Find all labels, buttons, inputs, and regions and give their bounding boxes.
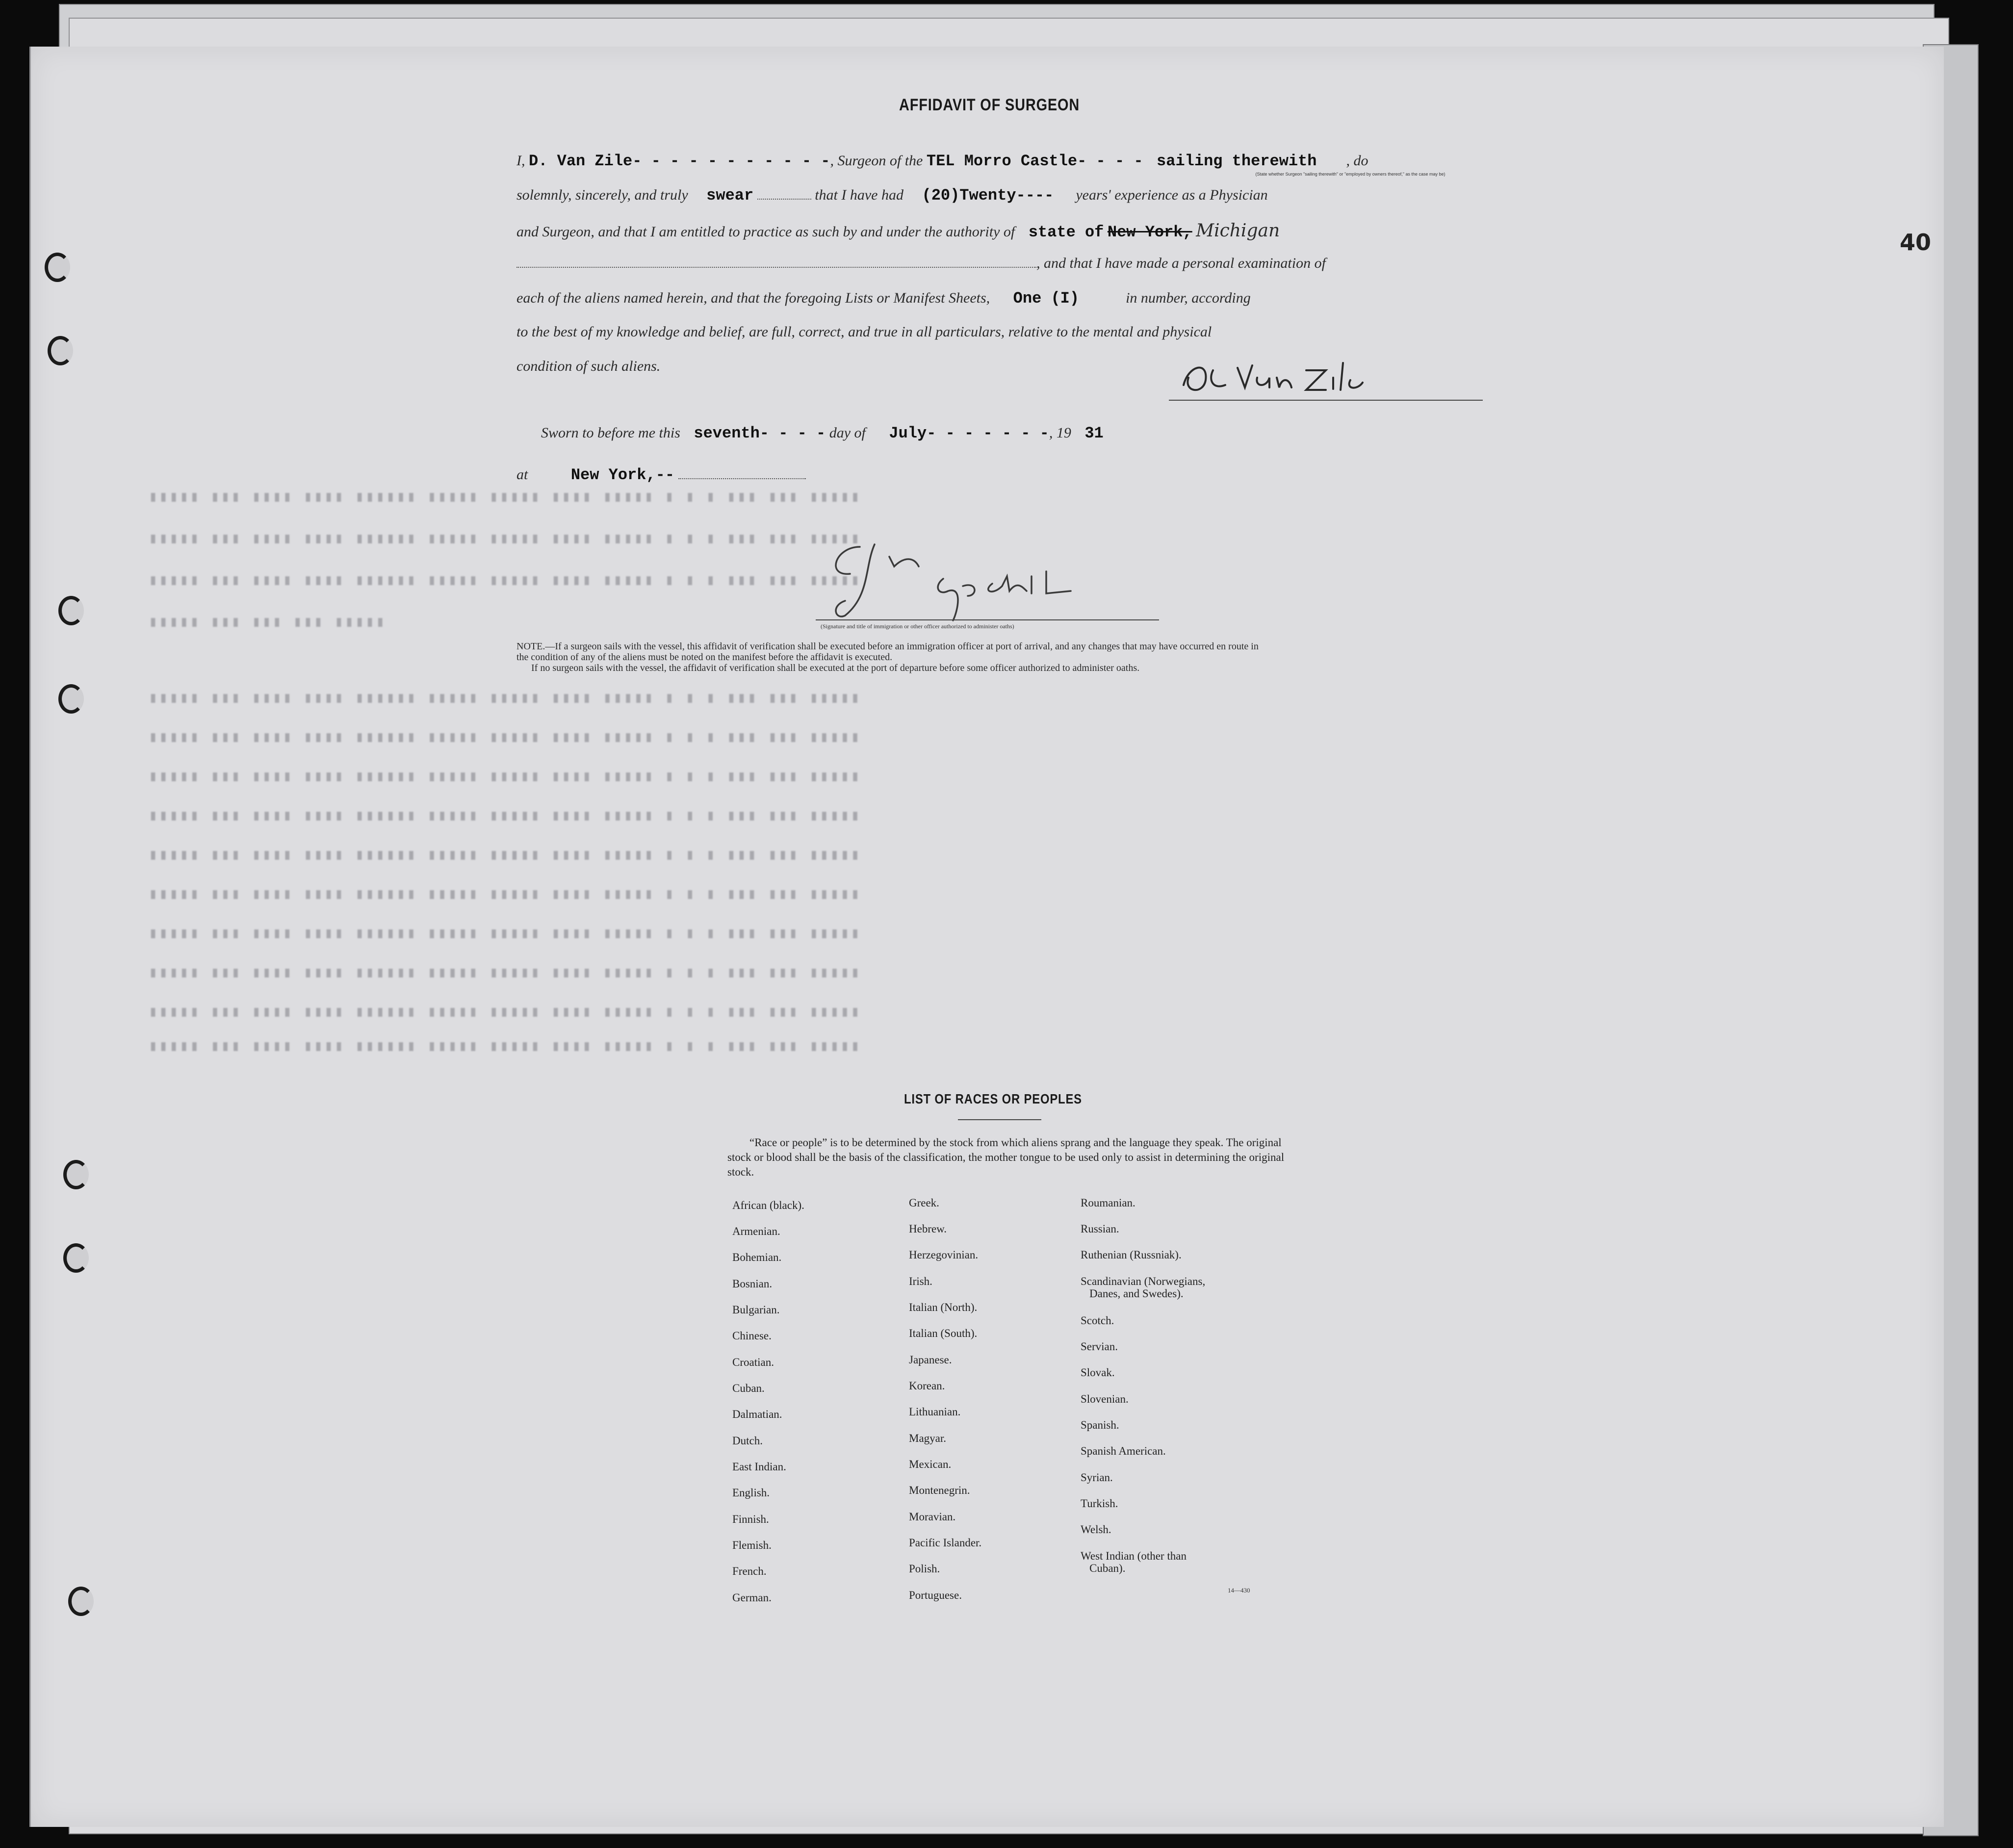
authority-state-field: state of [1028,223,1104,241]
list-item: Ruthenian (Russniak). [1081,1249,1182,1261]
sailing-status-field: sailing therewith [1157,152,1317,170]
list-item: Montenegrin. [909,1484,970,1496]
list-item: Bohemian. [732,1251,782,1263]
authority-handwritten: Michigan [1196,221,1280,241]
manifest-page: ▮▮▮▮▮ ▮▮▮ ▮▮▮▮ ▮▮▮▮ ▮▮▮▮▮▮ ▮▮▮▮▮ ▮▮▮▮▮ ▮▮▮▮ ▮▮▮▮▮ ▮ ▮ ▮ ▮▮▮ ▮▮▮ ▮▮▮▮▮ ▮▮▮▮▮ ▮▮▮ ▮▮▮▮ ▮▮▮▮ ▮▮▮▮▮▮ ▮▮▮▮▮ ▮▮▮▮▮ ▮▮▮▮ ▮▮▮▮▮ ▮ ▮ ▮ ▮▮▮ ▮▮▮ ▮▮▮▮▮ ▮▮▮▮▮ ▮▮▮ ▮▮▮▮ ▮▮▮▮ ▮▮▮▮▮▮ ▮▮▮▮▮ ▮▮▮▮▮ ▮▮▮▮ ▮▮▮▮▮ ▮ ▮ ▮ ▮▮▮ ▮▮▮ ▮▮▮▮▮ ▮▮▮▮▮ ▮▮▮ ▮▮▮ ▮▮▮ ▮▮▮▮▮ ▮▮▮▮▮ ▮▮▮ ▮▮▮▮ ▮▮▮▮ ▮▮▮▮▮▮ ▮▮▮▮▮ ▮▮▮▮▮ ▮▮▮▮ ▮▮▮▮▮ ▮ ▮ ▮ ▮▮▮ ▮▮▮ ▮▮▮▮▮ ▮▮▮▮▮ ▮▮▮ ▮▮▮▮ ▮▮▮▮ ▮▮▮▮▮▮ ▮▮▮▮▮ ▮▮▮▮▮ ▮▮▮▮ ▮▮▮▮▮ ▮ ▮ ▮ ▮▮▮ ▮▮▮ ▮▮▮▮▮ ▮▮▮▮▮ ▮▮▮ ▮▮▮▮ ▮▮▮▮ ▮▮▮▮▮▮ ▮▮▮▮▮ ▮▮▮▮▮ ▮▮▮▮ ▮▮▮▮▮ ▮ ▮ ▮ ▮▮▮ ▮▮▮ ▮▮▮▮▮ ▮▮▮▮▮ ▮▮▮ ▮▮▮▮ ▮▮▮▮ ▮▮▮▮▮▮ ▮▮▮▮▮ ▮▮▮▮▮ ▮▮▮▮ ▮▮▮▮▮ ▮ ▮ ▮ ▮▮▮ ▮▮▮ ▮▮▮▮▮ ▮▮▮▮▮ ▮▮▮ ▮▮▮▮ ▮▮▮▮ ▮▮▮▮▮▮ ▮▮▮▮▮ ▮▮▮▮▮ ▮▮▮▮ ▮▮▮▮▮ ▮ ▮ ▮ ▮▮▮ ▮▮▮ ▮▮▮▮▮ ▮▮▮▮▮ ▮▮▮ ▮▮▮▮ ▮▮▮▮ ▮▮▮▮▮▮ ▮▮▮▮▮ ▮▮▮▮▮ ▮▮▮▮ ▮▮▮▮▮ ▮ ▮ ▮ ▮▮▮ ▮▮▮ ▮▮▮▮▮ ▮▮▮▮▮ ▮▮▮ ▮▮▮▮ ▮▮▮▮ ▮▮▮▮▮▮ ▮▮▮▮▮ ▮▮▮▮▮ ▮▮▮▮ ▮▮▮▮▮ ▮ ▮ ▮ ▮▮▮ ▮▮▮ ▮▮▮▮▮ ▮▮▮▮▮ ▮▮▮ ▮▮▮▮ ▮▮▮▮ ▮▮▮▮▮▮ ▮▮▮▮▮ ▮▮▮▮▮ ▮▮▮▮ ▮▮▮▮▮ ▮ ▮ ▮ ▮▮▮ ▮▮▮ ▮▮▮▮▮ ▮▮▮▮▮ ▮▮▮ ▮▮▮▮ ▮▮▮▮ ▮▮▮▮▮▮ ▮▮▮▮▮ ▮▮▮▮▮ ▮▮▮▮ ▮▮▮▮▮ ▮ ▮ ▮ ▮▮▮ ▮▮▮ ▮▮▮▮▮ ▮▮▮▮▮ ▮▮▮ ▮▮▮▮ ▮▮▮▮ ▮▮▮▮▮▮ ▮▮▮▮▮ ▮▮▮▮▮ ▮▮▮▮ ▮▮▮▮▮ ▮ ▮ ▮ ▮▮▮ ▮▮▮ ▮▮▮▮▮ 40 AFFIDAVIT OF SURGEON I, D. Van Zile- - - - - - - - - - -, Surgeon of the TEL Morro Castle- - - - sailing therewith , do (State whether Surgeon "sailing therewith" or "employed by owners thereof," as the case may be) solemnly, sincerely, and truly swear that I have had (20)Twenty---- years' experience as a Physician and Surgeon, and that I am entitled to practice as such by and under the authority of state of New York, Michigan , and that I have made a personal examination of each of the aliens named herein, and that the foregoing Lists or Manifest Sheets, One (I) in number, according to the best of my knowledge and belief, are full, correct, and true in all particulars, relative to the mental and physical condition of such aliens. Sworn to before me this seventh- - - - day of July- - - - - - -, 19 31 at New York,-- (Signature and title of immigration or other officer authorized to administer oaths) NOTE.—If a surgeon sails with the vessel, this affidavit of verification shall be executed before an immigration officer at port of arrival, and any changes that may have occurred en route in the condition of any of the aliens must be noted on the manifest before the affidavit is executed. If no surgeon sails with the vessel, the affidavit of verification shall be executed at the port of departure before some officer authorized to administer oaths. LIST OF RACES OR PEOPLES “Race or people” is to be determined by the stock from which aliens sprang and the language they speak. The original stock or blood shall be the basis of the classification, the mother tongue to be used only to assist in determining the original stock. African (black). Armenian. Bohemian. Bosnian. Bulgarian. Chinese. Croatian. Cuban. Dalmatian. Dutch. East Indian. English. Finnish. Flemish. French. German. Greek. Hebrew. Herzegovinian. Irish. Italian (North). Italian (South). Japanese. Korean. Lithuanian. Magyar. Mexican. Montenegrin. Moravian. Pacific Islander. Polish. Portuguese. Roumanian. Russian. Ruthenian (Russniak). Scandinavian (Norwegians, Danes, and Swedes). Scotch. Servian. Slovak. Slovenian. Spanish. Spanish American. Syrian. Turkish. Welsh. West Indian (other than Cuban). 14—430 [29,47,1944,1827]
list-item: Slovak. [1081,1366,1115,1379]
line5-lead: each of the aliens named herein, and that the foregoing Lists or Manifest Sheets, [516,290,990,306]
affidavit-title: AFFIDAVIT OF SURGEON [899,96,1080,114]
officer-signature [816,537,1169,625]
years-experience-field: (20)Twenty---- [922,186,1054,205]
list-item: Pacific Islander. [909,1537,982,1549]
sworn-place-field: New York,-- [570,466,675,484]
list-item: Russian. [1081,1223,1119,1235]
note-line-3: If no surgeon sails with the vessel, the affidavit of verification shall be executed at the port of departure before some officer authorized to administer oaths. [531,663,1140,673]
affidavit-line-5 [516,289,1251,308]
binder-ring-icon [63,1243,89,1273]
list-item: Japanese. [909,1354,952,1366]
surgeon-name-field: D. Van Zile- - - - - - - - - - - [529,152,830,170]
sworn-at-line [516,466,806,484]
sworn-day-of: day of [829,425,866,441]
affidavit-line-3 [516,221,1280,241]
list-item: Dutch. [732,1435,763,1447]
authority-struck-text: New York, [1107,223,1192,241]
list-item: Chinese. [732,1330,772,1342]
list-item: Syrian. [1081,1471,1113,1484]
list-item: Spanish. [1081,1419,1119,1431]
sailing-status-caption: (State whether Surgeon "sailing therewith" or "employed by owners thereof," as the case may be) [1255,172,1445,177]
list-item: Greek. [909,1197,939,1209]
affidavit-line-7: condition of such aliens. [516,358,661,374]
sheet-count-field: One (I) [1013,289,1080,308]
vessel-name-field: TEL Morro Castle- - - - [926,152,1143,170]
list-item: Mexican. [909,1458,952,1470]
list-item: Servian. [1081,1340,1118,1353]
line2-end: years' experience as a Physician [1076,187,1268,203]
list-item: Armenian. [732,1225,780,1237]
list-item: Scotch. [1081,1314,1114,1327]
line1-of-text: , Surgeon of the [830,153,923,169]
list-item: Danes, and Swedes). [1089,1287,1184,1300]
list-item: Cuban. [732,1382,765,1394]
list-item: German. [732,1591,772,1604]
note-line-1: NOTE.—If a surgeon sails with the vessel, this affidavit of verification shall be executed before an immigration officer at port of arrival, and any changes that may have occurred en route in [516,641,1259,652]
sworn-lead: Sworn to before me this [541,425,680,441]
binder-ring-icon [68,1587,94,1616]
list-item: Flemish. [732,1539,772,1551]
list-item: Hebrew. [909,1223,947,1235]
list-item: Magyar. [909,1432,947,1444]
sworn-year-prefix: , 19 [1049,425,1071,441]
note-line-2: the condition of any of the aliens must be noted on the manifest before the affidavit is executed. [516,652,893,663]
line4-end: , and that I have made a personal examination of [1036,255,1326,271]
list-item: West Indian (other than [1081,1550,1187,1562]
list-item: Cuban). [1089,1562,1126,1574]
list-item: Turkish. [1081,1497,1118,1510]
list-item: Korean. [909,1380,945,1392]
sworn-line [541,424,1104,442]
affidavit-line-2 [516,186,1268,205]
line2-mid: that I have had [815,187,903,203]
list-item: Dalmatian. [732,1408,782,1420]
list-item: Lithuanian. [909,1406,961,1418]
binder-ring-icon [58,684,84,714]
list-item: Portuguese. [909,1589,962,1601]
races-title: LIST OF RACES OR PEOPLES [904,1091,1082,1106]
races-intro: “Race or people” is to be determined by the stock from which aliens sprang and the language they speak. The original stock or blood shall be the basis of the classification, the mother tongue to be used only to assist in determining the original stock. [727,1136,1285,1178]
line3-lead: and Surgeon, and that I am entitled to practice as such by and under the authority of [516,224,1015,240]
affidavit-line-6: to the best of my knowledge and belief, are full, correct, and true in all particulars, relative to the mental and physical [516,324,1212,340]
line1-end: , do [1346,153,1368,169]
list-item: Moravian. [909,1511,956,1523]
officer-signature-caption: (Signature and title of immigration or other officer authorized to administer oaths) [821,623,1014,630]
races-title-rule [958,1119,1041,1120]
list-item: Polish. [909,1563,940,1575]
sworn-year-field: 31 [1084,424,1104,442]
list-item: Slovenian. [1081,1393,1129,1405]
list-item: Scandinavian (Norwegians, [1081,1275,1206,1287]
surgeon-signature-line [1169,400,1483,401]
list-item: Roumanian. [1081,1197,1136,1209]
list-item: Italian (North). [909,1301,978,1313]
sworn-month-field: July- - - - - - - [889,424,1049,442]
at-lead: at [516,466,528,483]
list-item: English. [732,1487,770,1499]
form-number: 14—430 [1228,1587,1250,1594]
list-item: Croatian. [732,1356,774,1368]
sworn-day-field: seventh- - - - [694,424,826,442]
affidavit-line-4 [516,255,1326,272]
list-item: Italian (South). [909,1327,978,1339]
list-item: Herzegovinian. [909,1249,979,1261]
binder-ring-icon [58,596,84,625]
line5-end: in number, according [1126,290,1251,306]
line1-lead: I, [516,153,525,169]
officer-signature-line [816,619,1159,620]
oath-field: swear [706,186,754,205]
binder-ring-icon [48,336,73,365]
list-item: French. [732,1565,767,1577]
binder-ring-icon [45,253,70,282]
affidavit-line-1 [516,152,1368,170]
list-item: Spanish American. [1081,1445,1166,1457]
list-item: African (black). [732,1199,804,1211]
list-item: Bulgarian. [732,1304,780,1316]
list-item: Finnish. [732,1513,769,1525]
list-item: East Indian. [732,1461,786,1473]
binder-ring-icon [63,1160,89,1189]
list-item: Irish. [909,1275,932,1287]
surgeon-signature [1179,351,1385,405]
list-item: Welsh. [1081,1523,1111,1536]
line2-lead: solemnly, sincerely, and truly [516,187,688,203]
page-number: 40 [1900,229,1932,256]
list-item: Bosnian. [732,1278,773,1290]
